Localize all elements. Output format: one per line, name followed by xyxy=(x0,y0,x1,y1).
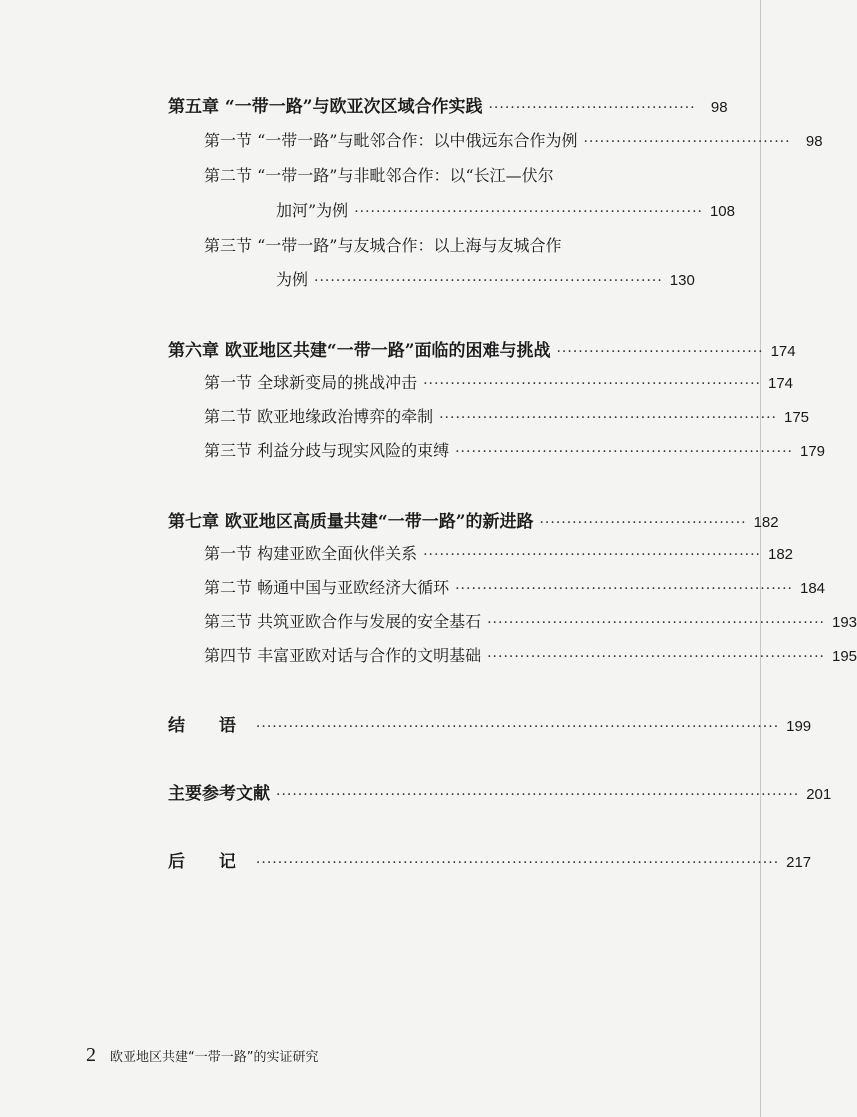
leader-dots: ······································ xyxy=(583,134,791,150)
leader-dots: ································································································ xyxy=(276,787,800,803)
toc-title: 第六章 欧亚地区共建“一带一路”面临的困难与挑战 xyxy=(168,341,551,361)
toc-entry-ch6-s1[interactable] xyxy=(204,370,794,393)
toc-entry-ch7-s4[interactable] xyxy=(204,643,857,666)
leader-dots: ································································ xyxy=(314,273,663,289)
leader-dots: ································································ xyxy=(354,204,703,220)
leader-dots: ······························································ xyxy=(439,410,778,426)
toc-page-number: 108 xyxy=(709,203,735,220)
toc-entry-ch7[interactable] xyxy=(168,507,779,532)
toc-entry-ch5-s3[interactable] xyxy=(276,267,695,290)
toc-page-number: 98 xyxy=(805,133,823,150)
toc-entry-ch5-s1[interactable] xyxy=(204,128,823,151)
toc-page-number: 184 xyxy=(799,580,826,597)
toc-title: 第五章 “一带一路”与欧亚次区域合作实践 xyxy=(168,97,483,117)
toc-title: 第二节 欧亚地缘政治博弈的牵制 xyxy=(204,407,434,426)
toc-entry-afterword[interactable] xyxy=(168,847,812,872)
toc-entry-ch7-s2[interactable] xyxy=(204,575,826,598)
footer-book-title: 欧亚地区共建“一带一路”的实证研究 xyxy=(110,1050,319,1065)
leader-dots: ······························································ xyxy=(455,581,794,597)
toc-page-number: 174 xyxy=(770,343,796,360)
toc-title: 第二节 畅通中国与亚欧经济大循环 xyxy=(204,578,450,597)
toc-entry-ch5-s2[interactable] xyxy=(276,198,735,221)
toc-page-number: 193 xyxy=(831,614,857,631)
toc-entry-ch7-s3[interactable] xyxy=(204,609,857,632)
toc-entry-ch5-s2-line1[interactable]: 第二节 “一带一路”与非毗邻合作：以“长江—伏尔 xyxy=(204,166,554,185)
toc-title: 第四节 丰富亚欧对话与合作的文明基础 xyxy=(204,646,482,665)
toc-entry-ch6[interactable] xyxy=(168,336,796,361)
leader-dots: ······························································ xyxy=(455,444,794,460)
toc-title: 第一节 “一带一路”与毗邻合作：以中俄远东合作为例 xyxy=(204,131,578,150)
toc-title: 第一节 全球新变局的挑战冲击 xyxy=(204,373,418,392)
toc-page-number: 98 xyxy=(710,99,728,116)
page-footer xyxy=(86,1044,318,1067)
toc-page-number: 175 xyxy=(783,409,810,426)
toc-entry-ch6-s2[interactable] xyxy=(204,404,810,427)
leader-dots: ······································ xyxy=(556,344,764,360)
toc-page-number: 179 xyxy=(799,443,826,460)
toc-entry-ch6-s3[interactable] xyxy=(204,438,826,461)
leader-dots: ······························································ xyxy=(423,547,762,563)
leader-dots: ······························································ xyxy=(487,649,826,665)
toc-page-number: 199 xyxy=(786,718,812,735)
toc-title: 为例 xyxy=(276,270,309,289)
leader-dots: ······························································ xyxy=(487,615,826,631)
toc-entry-ch5-s3-line1[interactable]: 第三节 “一带一路”与友城合作：以上海与友城合作 xyxy=(204,236,562,255)
toc-page-number: 130 xyxy=(669,272,695,289)
toc-page-number: 195 xyxy=(831,648,857,665)
leader-dots: ································································································ xyxy=(255,855,780,871)
toc-page-number: 182 xyxy=(767,546,794,563)
toc-title: 结 语 xyxy=(168,716,250,736)
toc-page-number: 217 xyxy=(786,854,812,871)
toc-title: 后 记 xyxy=(168,852,250,872)
leader-dots: ································································································ xyxy=(255,719,780,735)
footer-page-number: 2 xyxy=(86,1044,96,1066)
toc-title: 第三节 利益分歧与现实风险的束缚 xyxy=(204,441,450,460)
toc-entry-conclusion[interactable] xyxy=(168,711,812,736)
toc-title: 主要参考文献 xyxy=(168,784,270,804)
toc-entry-ch7-s1[interactable] xyxy=(204,541,794,564)
toc-entry-ch5[interactable] xyxy=(168,92,728,117)
toc-title: 加河”为例 xyxy=(276,201,349,220)
toc-title: 第三节 共筑亚欧合作与发展的安全基石 xyxy=(204,612,482,631)
leader-dots: ······························································ xyxy=(423,376,762,392)
toc-title: 第七章 欧亚地区高质量共建“一带一路”的新进路 xyxy=(168,512,534,532)
toc-entry-references[interactable] xyxy=(168,779,832,804)
toc-page-number: 174 xyxy=(767,375,794,392)
leader-dots: ······································ xyxy=(488,100,696,116)
toc-title: 第一节 构建亚欧全面伙伴关系 xyxy=(204,544,418,563)
toc-page-number: 201 xyxy=(806,786,832,803)
toc-page-number: 182 xyxy=(753,514,779,531)
leader-dots: ······································ xyxy=(539,515,747,531)
